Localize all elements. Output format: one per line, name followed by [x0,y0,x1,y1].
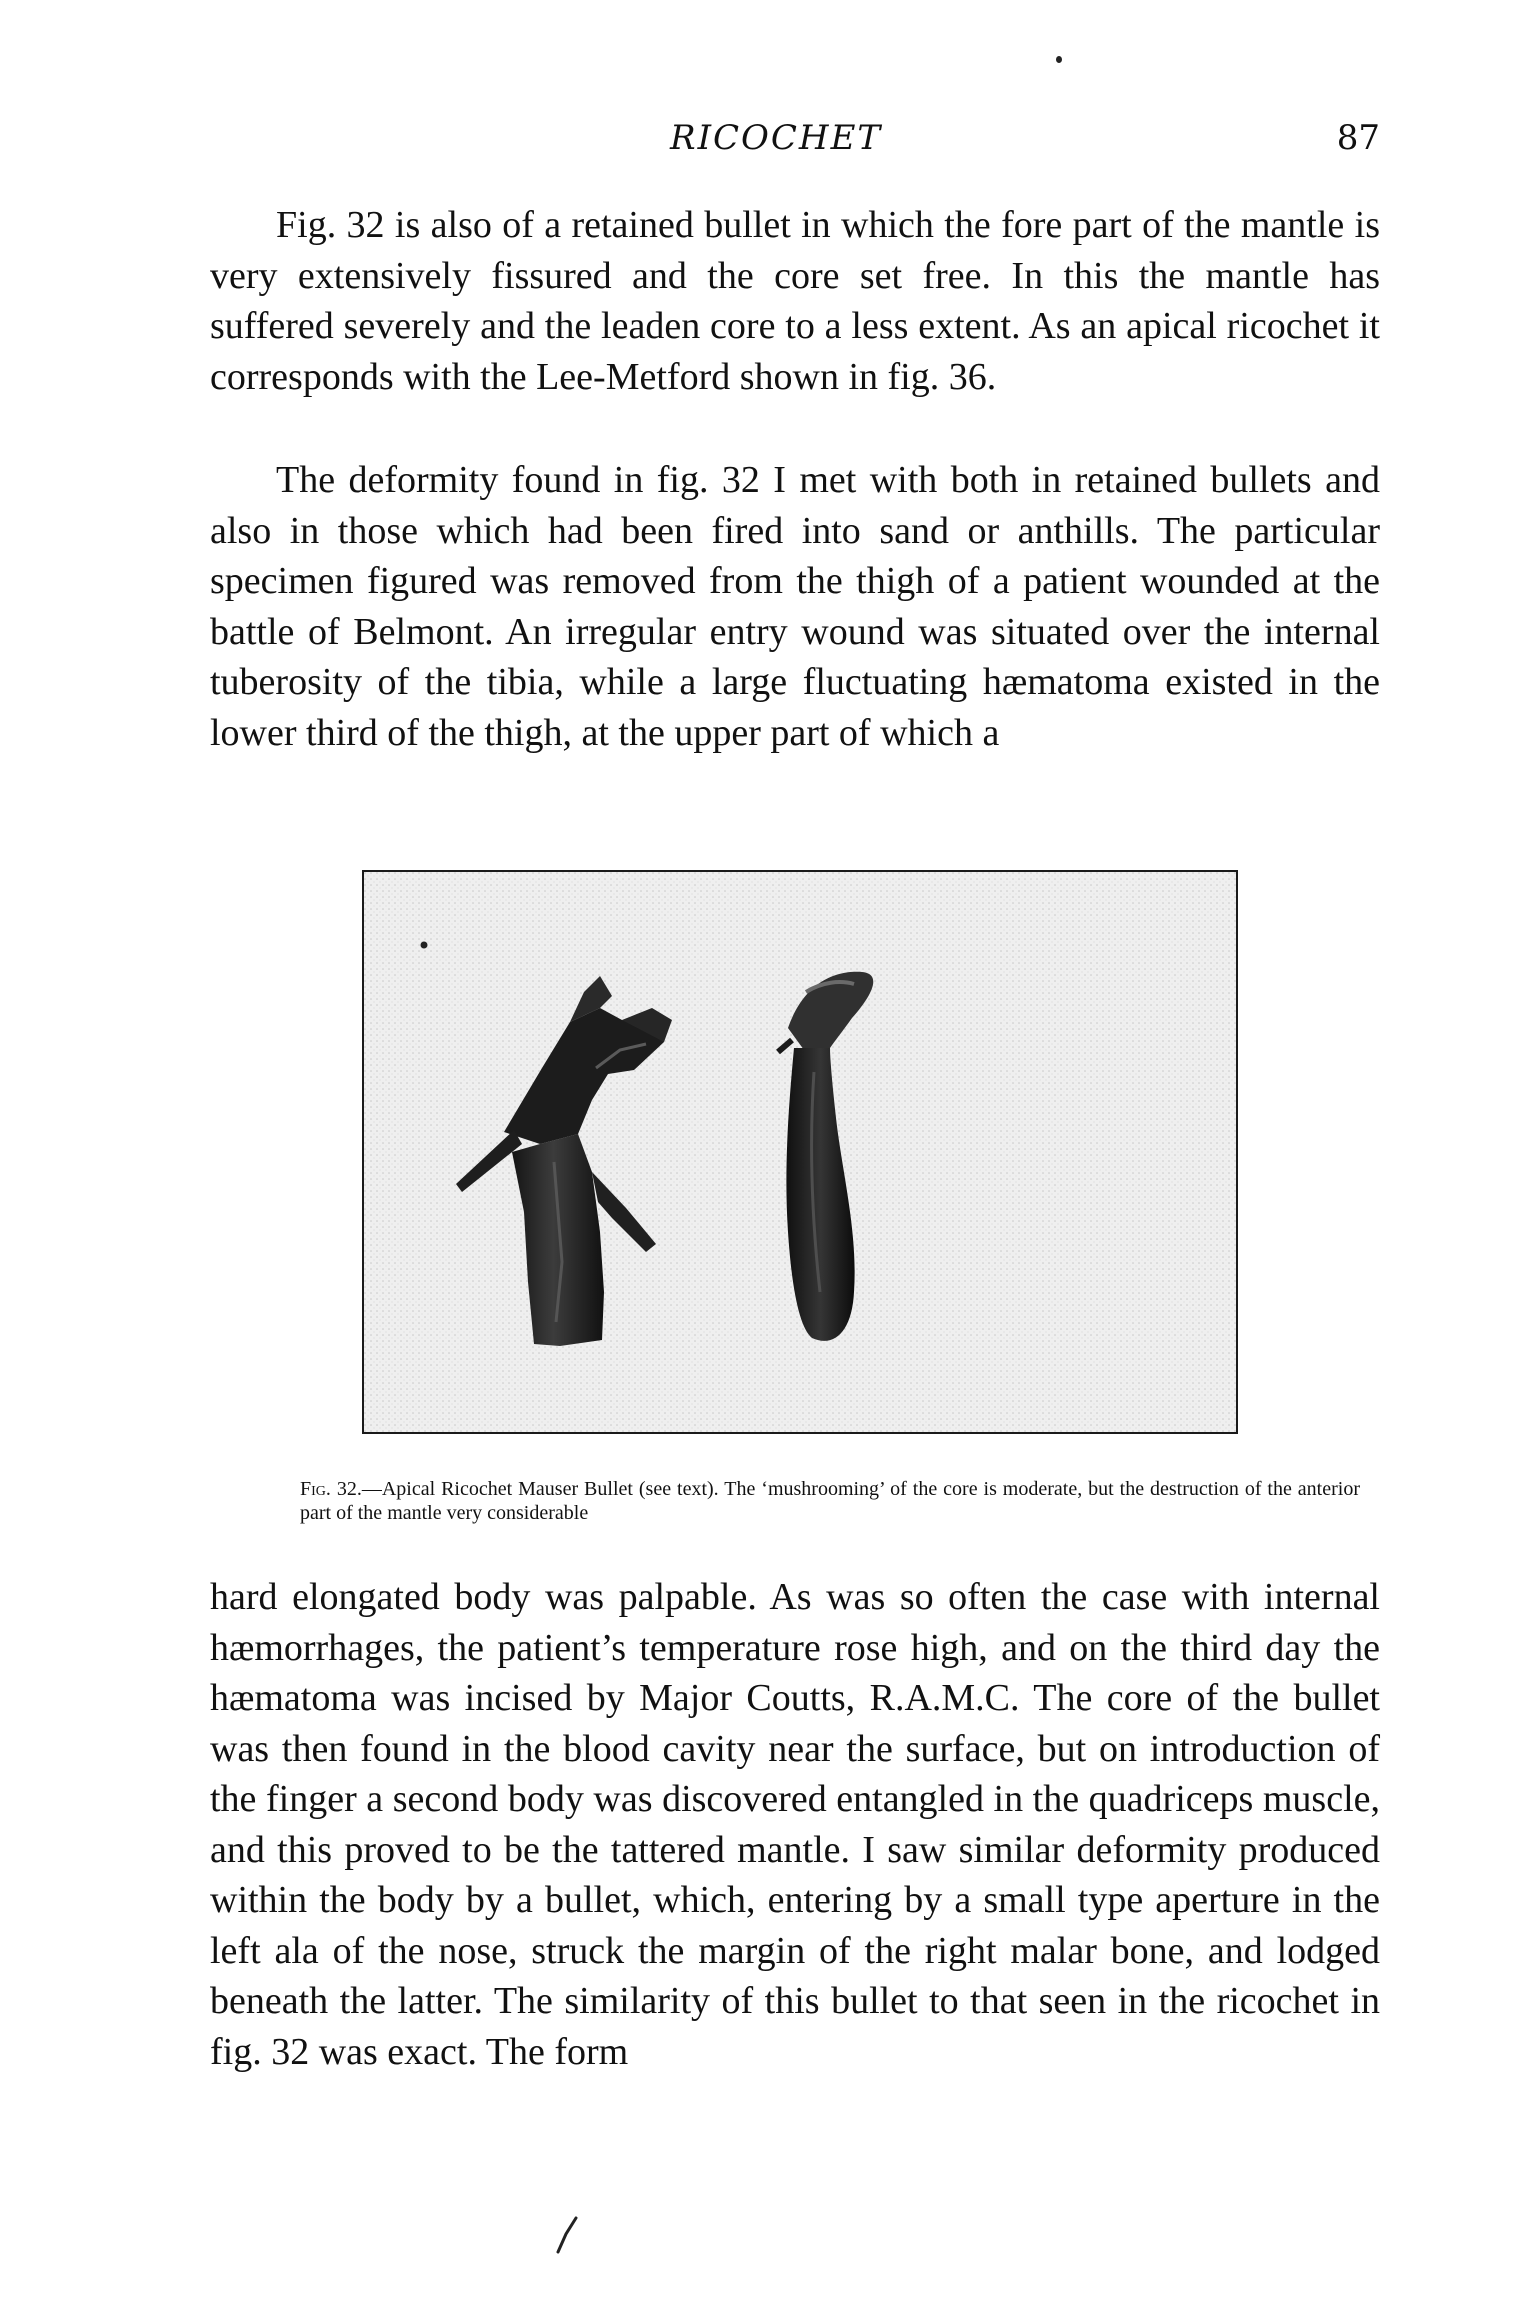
stray-pen-stroke [552,2216,582,2256]
figure-32-photo [362,870,1238,1434]
paragraph-3: hard elongated body was palpable. As was so often the case with internal hæmorrhages, the patient’s temperature rose high, and on the third day the hæmatoma was incised by Major Coutts, R.A.M.C. The core of the bullet was then found in the blood cavity near the surface, but on introduction of the finger a second body was discovered entangled in the quadriceps muscle, and this proved to be the tattered mantle. I saw similar deformity produced within the body by a bullet, which, entering by a small type aperture in the left ala of the nose, struck the margin of the right malar bone, and lodged beneath the latter. The similarity of this bullet to that seen in the ricochet in fig. 32 was exact. The form [210,1576,1380,2073]
caption-text: —Apical Ricochet Mauser Bullet (see text). The ‘mushrooming’ of the core is moderate, but the destruction of the anterior part of the mantle very considerable [300,1478,1360,1524]
bullet-photograph [364,872,1236,1432]
page-number: 87 [1336,118,1380,158]
caption-figure-label: Fig. 32. [300,1478,362,1500]
figure-caption [300,1477,1360,1525]
page-header [200,118,1380,168]
ink-speck [1056,56,1062,63]
running-title: RICOCHET [670,118,883,158]
paragraph-2: The deformity found in fig. 32 I met with both in retained bullets and also in those which had been fired into sand or anthills. The particular specimen figured was removed from the thigh of a patient wounded at the battle of Belmont. An irregular entry wound was situated over the internal tuberosity of the tibia, while a large fluctuating hæmatoma existed in the lower third of the thigh, at the upper part of which a [210,459,1380,754]
paragraph-1: Fig. 32 is also of a retained bullet in which the fore part of the mantle is very extensively fissured and the core set free. In this the mantle has suffered severely and the leaden core to a less extent. As an apical ricochet it corresponds with the Lee-Metford shown in fig. 36. [210,204,1380,398]
